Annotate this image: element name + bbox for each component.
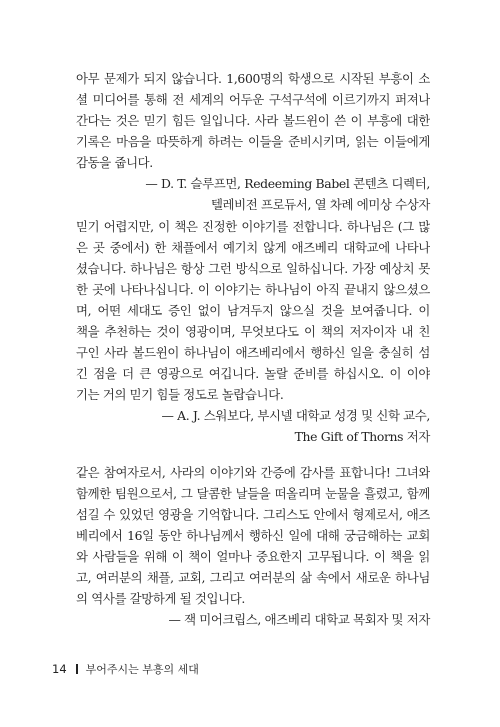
- quote-attribution: 텔레비전 프로듀서, 열 차례 에미상 수상자: [210, 197, 430, 212]
- page-footer: [52, 660, 199, 678]
- footer-divider: [76, 664, 78, 674]
- quote-line: 감동을 줍니다.: [76, 155, 153, 170]
- quote-line: 믿기 어렵지만, 이 책은 진정한 이야기를 전합니다. 하나님은 (그 많: [76, 219, 430, 234]
- page-number: 14: [52, 662, 67, 676]
- quote-line: 한 곳에 나타나십니다. 이 이야기는 하나님이 아직 끝내지 않으셨으: [76, 282, 430, 297]
- quote-line: 긴 점을 더 큰 영광으로 여깁니다. 놀랄 준비를 하십시오. 이 이야: [76, 366, 430, 381]
- quote-line: 간다는 것은 믿기 힘든 일입니다. 사라 볼드윈이 쓴 이 부흥에 대한: [76, 113, 430, 128]
- quote-attribution: The Gift of Thorns 저자: [294, 429, 430, 444]
- quote-line: 함께한 팀원으로서, 그 달콤한 날들을 떠올리며 눈물을 흘렸고, 함께: [76, 486, 430, 501]
- endorsement-quote-1: [76, 68, 430, 215]
- running-title: 부어주시는 부흥의 세대: [85, 663, 199, 676]
- quote-line: 같은 참여자로서, 사라의 이야기와 간증에 감사를 표합니다! 그녀와: [76, 465, 430, 480]
- quote-line: 며, 어떤 세대도 증인 없이 남겨두지 않으실 것을 보여줍니다. 이: [76, 303, 430, 318]
- quote-line: 섬길 수 있었던 영광을 기억합니다. 그리스도 안에서 형제로서, 애즈: [76, 507, 430, 522]
- quote-line: 구인 사라 볼드윈이 하나님이 애즈베리에서 행하신 일을 충실히 섬: [76, 345, 430, 360]
- quote-attribution: — D. T. 슬루프먼, Redeeming Babel 콘텐츠 디렉터,: [145, 176, 430, 191]
- quote-line: 고, 여러분의 채플, 교회, 그리고 여러분의 삶 속에서 새로운 하나님: [76, 570, 430, 585]
- quote-attribution: — 잭 미어크립스, 애즈베리 대학교 목회자 및 저자: [168, 612, 430, 627]
- quote-line: 기는 거의 믿기 힘들 정도로 놀랍습니다.: [76, 387, 284, 402]
- endorsement-quote-3: [76, 462, 430, 630]
- quote-line: 의 역사를 갈망하게 될 것입니다.: [76, 591, 245, 606]
- quote-line: 기록은 마음을 따뜻하게 하려는 이들을 준비시키며, 읽는 이들에게: [76, 134, 430, 149]
- quote-line: 와 사람들을 위해 이 책이 얼마나 중요한지 고무됩니다. 이 책을 읽: [76, 549, 430, 564]
- quote-line: 베리에서 16일 동안 하나님께서 행하신 일에 대해 궁금해하는 교회: [76, 528, 430, 543]
- quote-line: 책을 추천하는 것이 영광이며, 무엇보다도 이 책의 저자이자 내 친: [76, 324, 430, 339]
- quote-attribution: — A. J. 스워보다, 부시넬 대학교 성경 및 신학 교수,: [161, 408, 430, 423]
- endorsement-quote-2: [76, 216, 430, 447]
- quote-line: 셨습니다. 하나님은 항상 그런 방식으로 일하십니다. 가장 예상치 못: [76, 261, 430, 276]
- quote-line: 셜 미디어를 통해 전 세계의 어두운 구석구석에 이르기까지 퍼져나: [76, 92, 430, 107]
- quote-line: 아무 문제가 되지 않습니다. 1,600명의 학생으로 시작된 부흥이 소: [76, 71, 430, 86]
- quote-line: 은 곳 중에서) 한 채플에서 예기치 않게 애즈베리 대학교에 나타나: [76, 240, 430, 255]
